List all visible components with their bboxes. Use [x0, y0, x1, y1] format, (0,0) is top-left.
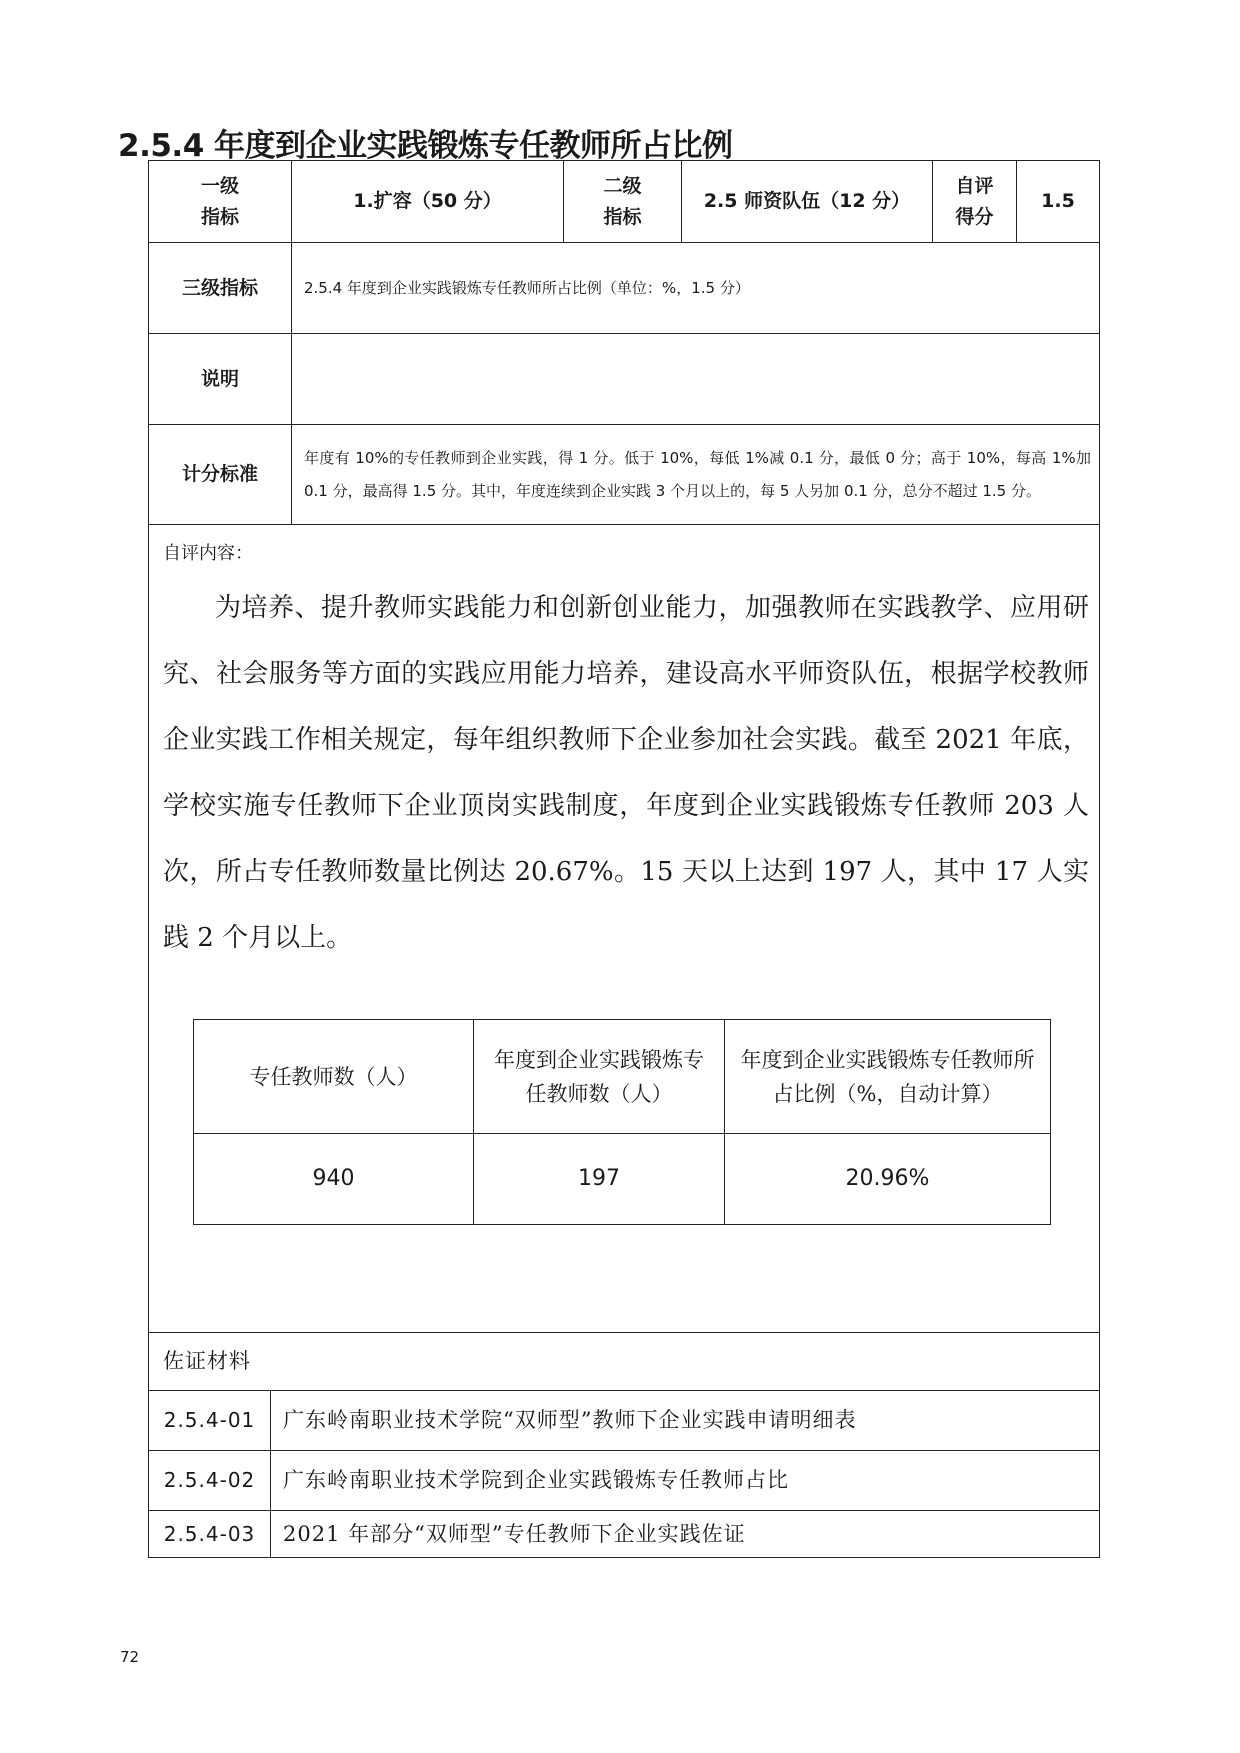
page-title: 2.5.4 年度到企业实践锻炼专任教师所占比例 [118, 128, 733, 164]
level2-label: 二级 指标 [564, 161, 682, 242]
level3-label: 三级指标 [149, 243, 292, 333]
evidence-title[interactable]: 广东岭南职业技术学院“双师型”教师下企业实践申请明细表 [283, 1408, 857, 1432]
self-evaluation-label: 自评内容： [163, 543, 253, 564]
stats-value-practice-teachers: 197 [474, 1134, 725, 1224]
level2-value: 2.5 师资队伍（12 分） [682, 161, 933, 242]
self-score-value: 1.5 [1041, 190, 1075, 212]
stats-header-row [194, 1020, 1050, 1134]
level3-value: 2.5.4 年度到企业实践锻炼专任教师所占比例（单位：%，1.5 分） [304, 278, 750, 297]
self-score-label: 自评 得分 [933, 161, 1017, 242]
evidence-label: 佐证材料 [163, 1349, 251, 1373]
stats-value-teachers: 940 [194, 1134, 474, 1224]
evidence-title[interactable]: 2021 年部分“双师型”专任教师下企业实践佐证 [283, 1521, 746, 1546]
scoring-label: 计分标准 [149, 425, 292, 524]
level3-row [149, 243, 1099, 334]
description-row [149, 334, 1099, 425]
evidence-item [149, 1391, 1099, 1451]
level1-label: 一级 指标 [149, 161, 292, 242]
stats-table [193, 1019, 1051, 1225]
evidence-title[interactable]: 广东岭南职业技术学院到企业实践锻炼专任教师占比 [283, 1468, 789, 1492]
scoring-row [149, 425, 1099, 525]
header-row [149, 161, 1099, 243]
indicator-table [148, 160, 1100, 1558]
evidence-item [149, 1511, 1099, 1557]
stats-value-row [194, 1134, 1050, 1224]
description-value [292, 334, 1099, 424]
page-number: 72 [120, 1648, 140, 1666]
evidence-item [149, 1451, 1099, 1511]
evidence-code: 2.5.4-02 [149, 1451, 271, 1510]
self-evaluation-section [149, 525, 1099, 1333]
stats-header-ratio: 年度到企业实践锻炼专任教师所占比例（%，自动计算） [740, 1047, 1035, 1106]
evidence-header-row [149, 1333, 1099, 1391]
level1-value: 1.扩容（50 分） [292, 161, 564, 242]
evidence-code: 2.5.4-03 [149, 1511, 271, 1557]
description-label: 说明 [149, 334, 292, 424]
stats-header-teachers: 专任教师数（人） [194, 1020, 474, 1133]
stats-header-practice-teachers: 年度到企业实践锻炼专任教师数（人） [474, 1020, 725, 1133]
stats-value-ratio: 20.96% [845, 1166, 930, 1191]
self-evaluation-paragraph: 为培养、提升教师实践能力和创新创业能力，加强教师在实践教学、应用研究、社会服务等方面的实践应用能力培养，建设高水平师资队伍，根据学校教师企业实践工作相关规定，每年组织教师下企业参加社会实践。截至 2021 年底，学校实施专任教师下企业顶岗实践制度，年度到企业实践锻炼专任教师 203 人次，所占专任教师数量比例达 20.67%。15 天以上达到 197 人，其中 17 人实践 2 个月以上。 [163, 593, 1089, 953]
evidence-code: 2.5.4-01 [149, 1391, 271, 1450]
scoring-value: 年度有 10%的专任教师到企业实践，得 1 分。低于 10%，每低 1%减 0.1 分，最低 0 分；高于 10%，每高 1%加 0.1 分，最高得 1.5 分。其中，年度连续到企业实践 3 个月以上的，每 5 人另加 0.1 分，总分不超过 1.5 分。 [304, 448, 1091, 500]
